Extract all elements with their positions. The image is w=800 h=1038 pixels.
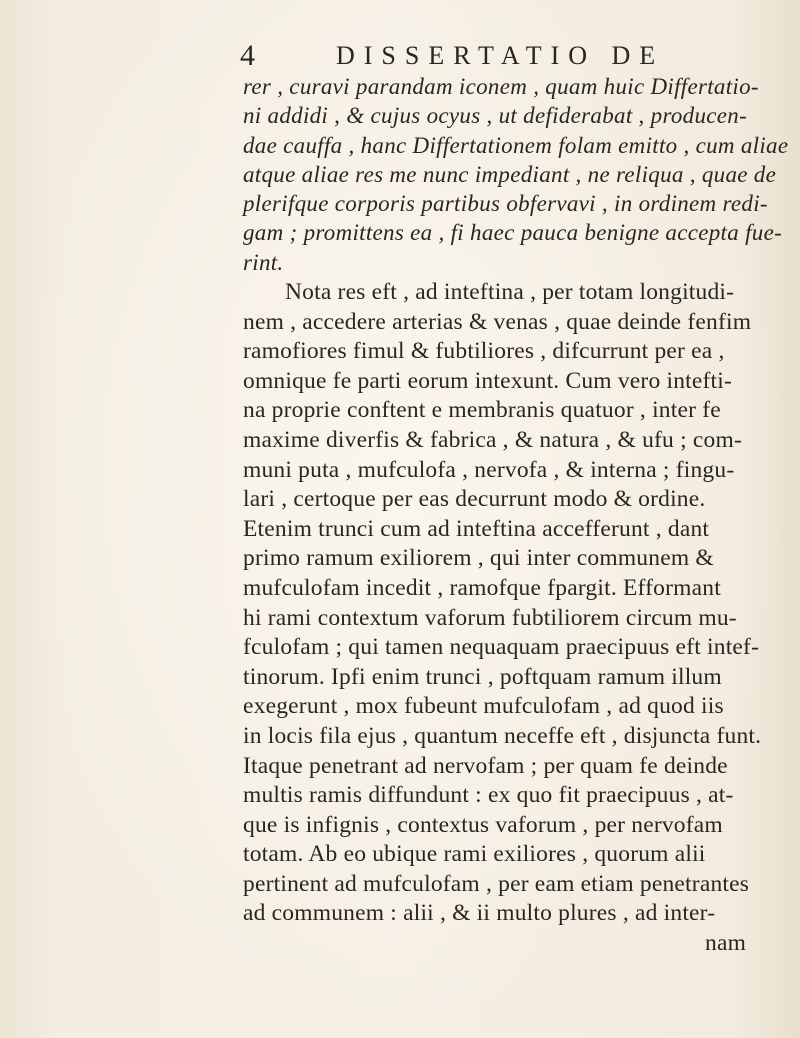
- text-line: exegerunt , mox fubeunt mufculofam , ad quod iis: [243, 693, 724, 720]
- text-line: ad communem : alii , & ii multo plures , ad inter-: [243, 900, 716, 927]
- text-line: multis ramis diffundunt : ex quo fit praecipuus , at-: [243, 782, 734, 809]
- text-line: Itaque penetrant ad nervofam ; per quam fe deinde: [243, 752, 728, 779]
- italic-paragraph: [243, 72, 789, 277]
- text-line: hi rami contextum vaforum fubtiliorem circum mu-: [243, 604, 737, 631]
- text-line: tinorum. Ipfi enim trunci , poftquam ramum illum: [243, 663, 722, 690]
- running-title: DISSERTATIO DE: [336, 41, 665, 70]
- text-line: in locis fila ejus , quantum neceffe eft , disjuncta funt.: [243, 722, 762, 749]
- text-line: ramofiores fimul & fubtiliores , difcurrunt per ea ,: [243, 338, 725, 365]
- text-line: ni addidi , & cujus ocyus , ut defiderabat , producen-: [243, 103, 748, 129]
- text-line: nem , accedere arterias & venas , quae deinde fenfim: [243, 308, 752, 335]
- page-number: 4: [240, 39, 255, 72]
- text-line: Nota res eft , ad inteftina , per totam longitudi-: [285, 279, 735, 305]
- text-line: rer , curavi parandam iconem , quam huic Differtatio-: [243, 74, 759, 99]
- text-line: atque aliae res me nunc impediant , ne reliqua , quae de: [243, 161, 777, 187]
- text-line: omnique fe parti eorum intexunt. Cum vero intefti-: [243, 367, 733, 394]
- text-line: totam. Ab eo ubique rami exiliores , quorum alii: [243, 841, 706, 868]
- body-paragraph: [243, 278, 763, 959]
- text-line: primo ramum exiliorem , qui inter communem &: [243, 545, 714, 572]
- text-line: plerifque corporis partibus obfervavi , in ordinem redi-: [243, 191, 768, 217]
- text-line: fculofam ; qui tamen nequaquam praecipuus eft intef-: [243, 634, 760, 661]
- text-line: dae cauffa , hanc Differtationem folam emitto , cum aliae: [243, 132, 789, 158]
- text-line: muni puta , mufculofa , nervofa , & interna ; fingu-: [243, 456, 735, 483]
- catchword: nam: [705, 930, 747, 957]
- text-line: lari , certoque per eas decurrunt modo & ordine.: [243, 486, 706, 513]
- text-line: gam ; promittens ea , fi haec pauca benigne accepta fue-: [243, 220, 783, 246]
- text-line: na proprie conftent e membranis quatuor , inter fe: [243, 397, 721, 424]
- text-line: mufculofam incedit , ramofque fpargit. Efformant: [243, 574, 721, 601]
- text-line: rint.: [243, 249, 284, 275]
- text-line: pertinent ad mufculofam , per eam etiam penetrantes: [243, 870, 750, 897]
- text-line: maxime diverfis & fabrica , & natura , & ufu ; com-: [243, 426, 742, 453]
- text-line: Etenim trunci cum ad inteftina accefferunt , dant: [243, 515, 710, 542]
- text-line: que is infignis , contextus vaforum , per nervofam: [243, 811, 723, 838]
